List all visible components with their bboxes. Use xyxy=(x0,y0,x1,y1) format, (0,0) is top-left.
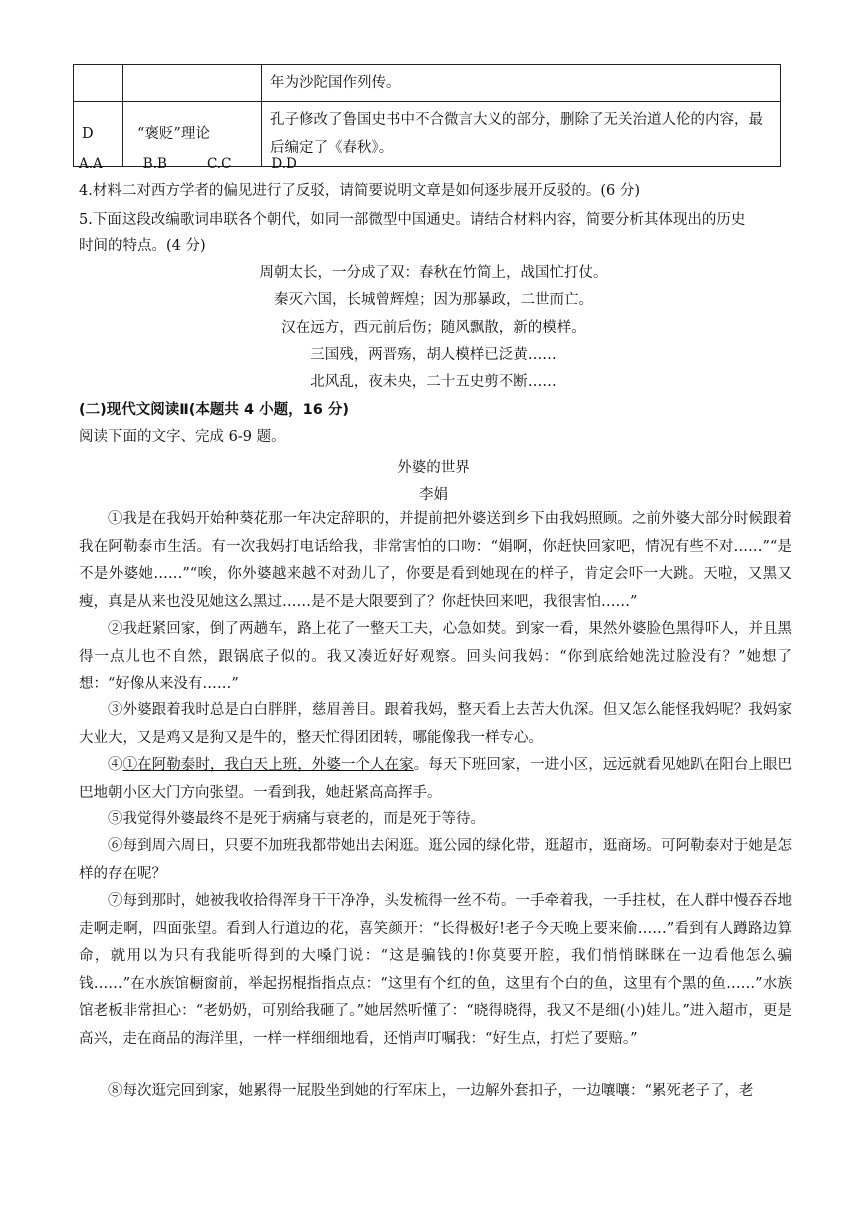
paragraph-3: ③外婆跟着我时总是白白胖胖，慈眉善目。跟着我妈，整天看上去苦大仇深。但又怎么能怪我妈呢？我妈家大业大，又是鸡又是狗又是牛的，整天忙得团团转，哪能像我一样专心。 xyxy=(79,702,792,746)
table-row xyxy=(74,65,781,102)
answer-choices xyxy=(79,156,337,172)
question-5-line-2: 时间的特点。(4 分) xyxy=(79,238,206,254)
table-cell-term xyxy=(123,65,262,102)
song-line: 汉在远方，西元前后伤；随风飘散，新的模样。 xyxy=(281,320,586,336)
paragraph-5: ⑤我觉得外婆最终不是死于病痛与衰老的，而是死于等待。 xyxy=(108,811,485,827)
paragraph-text: 。每天下班回家，一进小区，远远就看见她趴在阳台上眼巴巴地朝小区大门方向张望。一看到我，她赶紧高高挥手。 xyxy=(79,757,793,801)
table-cell-desc: 年为沙陀国作列传。 xyxy=(262,65,781,102)
underlined-sentence: ①在阿勒泰时，我白天上班，外婆一个人在家 xyxy=(122,757,414,773)
paragraph-2: ②我赶紧回家，倒了两趟车，路上花了一整天工夫，心急如焚。到家一看，果然外婆脸色黑得吓人，并且黑得一点儿也不自然，跟锅底子似的。我又凑近好好观察。回头问我妈：“你到底给她洗过脸没有？”她想了想：“好像从来没有……” xyxy=(79,621,792,692)
section-heading: (二)现代文阅读Ⅱ(本题共 4 小题，16 分) xyxy=(79,402,349,418)
choice-d[interactable]: D.D xyxy=(271,156,297,172)
paragraph-4 xyxy=(79,752,792,807)
song-line: 秦灭六国，长城曾辉煌；因为那暴政，二世而亡。 xyxy=(274,292,593,308)
table-cell-term: “褒贬”理论 xyxy=(123,102,262,167)
song-line: 北风乱，夜未央，二十五史剪不断…… xyxy=(310,374,557,390)
choice-a[interactable]: A.A xyxy=(79,156,103,172)
table-cell-letter: D xyxy=(74,102,123,167)
table-cell-desc: 孔子修改了鲁国史书中不合微言大义的部分，删除了无关治道人伦的内容，最后编定了《春秋》。 xyxy=(262,102,781,167)
paragraph-6: ⑥每到周六周日，只要不加班我都带她出去闲逛。逛公园的绿化带，逛超市，逛商场。可阿勒泰对于她是怎样的存在呢？ xyxy=(79,838,792,882)
song-line: 三国残，两晋殇，胡人模样已泛黄…… xyxy=(310,347,557,363)
choice-b[interactable]: B.B xyxy=(142,156,167,172)
instruction: 阅读下面的文字、完成 6-9 题。 xyxy=(79,429,286,445)
table-cell-letter xyxy=(74,65,123,102)
paragraph-1: ①我是在我妈开始种葵花那一年决定辞职的，并提前把外婆送到乡下由我妈照顾。之前外婆大部分时候跟着我在阿勒泰市生活。有一次我妈打电话给我，非常害怕的口吻：“娟啊，你赶快回家吧，情况有些不对……”“是不是外婆她……”“唉，你外婆越来越不对劲儿了，你要是看到她现在的样子，肯定会吓一大跳。天啦，又黑又瘦，真是从来也没见她这么黑过……是不是大限要到了？你赶快回来吧，我很害怕……” xyxy=(79,511,792,610)
paragraph-7: ⑦每到那时，她被我收拾得浑身干干净净，头发梳得一丝不苟。一手牵着我，一手拄杖，在人群中慢吞吞地走啊走啊，四面张望。看到人行道边的花，喜笑颜开：“长得极好!老子今天晚上要来偷……”看到有人蹲路边算命，就用以为只有我能听得到的大嗓门说：“这是骗钱的!你莫要开腔，我们悄悄眯眯在一边看他怎么骗钱……”在水族馆橱窗前，举起拐棍指指点点：“这里有个红的鱼，这里有个白的鱼，这里有个黑的鱼……”水族馆老板非常担心：“老奶奶，可别给我砸了。”她居然听懂了：“晓得晓得，我又不是细(小)娃儿。”进入超市，更是高兴，走在商品的海洋里，一样一样细细地看，还悄声叮嘱我：“好生点，打烂了要赔。” xyxy=(79,893,792,1047)
paragraph-8: ⑧每次逛完回到家，她累得一屁股坐到她的行军床上，一边解外套扣子，一边嚷嚷：“累死老子了，老 xyxy=(108,1083,754,1099)
options-table xyxy=(73,64,781,167)
paragraph-number: ④ xyxy=(108,757,123,773)
song-line: 周朝太长，一分成了双：春秋在竹简上，战国忙打仗。 xyxy=(259,265,608,281)
article-title: 外婆的世界 xyxy=(397,460,470,476)
choice-c[interactable]: C.C xyxy=(206,156,232,172)
article-author: 李娟 xyxy=(419,487,448,503)
question-4: 4.材料二对西方学者的偏见进行了反驳，请简要说明文章是如何逐步展开反驳的。(6 分) xyxy=(79,183,640,199)
question-5-line-1: 5.下面这段改编歌词串联各个朝代，如同一部微型中国通史。请结合材料内容，简要分析其体现出的历史 xyxy=(79,212,746,228)
